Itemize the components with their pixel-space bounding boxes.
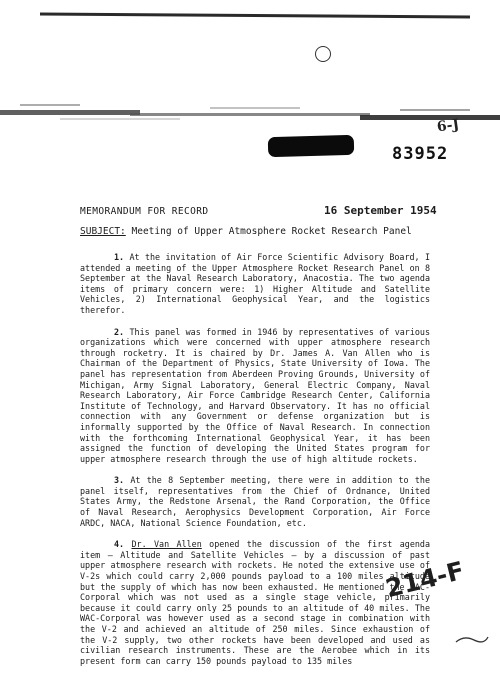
redaction-block xyxy=(268,135,354,157)
paragraph-number: 2. xyxy=(114,326,125,337)
corner-scan-mark xyxy=(454,634,490,644)
paragraph-text: At the invitation of Air Force Scientific Advisory Board, I attended a meeting of the Upper Atmosphere Rocket Research Panel on 8 September at the Naval Research Laboratory, Anacostia. The two agenda items of primary concern were: 1) Higher Altitude and Satellite Vehicles, 2) International Geophysical Year, and the logistics therefor. xyxy=(80,252,430,315)
paragraph-text: This panel was formed in 1946 by representatives of various organizations which were concerned with upper atmosphere research through rocketry. It is chaired by Dr. James A. Van Allen who is Chairman of the Department of Physics, State University of Iowa. The panel has representation from Aberdeen Proving Grounds, University of Michigan, Army Signal Laboratory, General Electric Company, Naval Research Laboratory, Air Force Cambridge Research Center, California Institute of Technology, and Harvard Observatory. It has no official connection with any Government or defense organization but is informally supported by the Office of Naval Research. In connection with the forthcoming International Geophysical Year, it has been assigned the function of developing the United States program for upper atmosphere research through the use of high altitude rockets. xyxy=(80,326,430,464)
memo-title: MEMORANDUM FOR RECORD xyxy=(80,206,209,217)
memo-date: 16 September 1954 xyxy=(324,204,437,217)
paragraph-4 xyxy=(80,539,430,666)
paragraph-3 xyxy=(80,475,430,528)
scan-top-edge xyxy=(40,12,470,18)
punch-hole-icon xyxy=(315,46,331,62)
paragraph-1 xyxy=(80,252,430,316)
paragraph-number: 3. xyxy=(114,475,125,486)
paragraph-number: 1. xyxy=(114,252,125,262)
paragraph-2 xyxy=(80,327,430,465)
handwritten-top-mark: 6-J xyxy=(435,116,461,136)
memo-body xyxy=(80,252,430,677)
paragraph-lead: Dr. Van Allen xyxy=(131,539,202,550)
scan-noise-band xyxy=(0,96,500,128)
handwritten-margin-mark: 214-F xyxy=(382,555,467,604)
document-number: 83952 xyxy=(392,144,449,164)
subject-label: SUBJECT: xyxy=(80,226,126,237)
paragraph-text: opened the discussion of the first agenda item — Altitude and Satellite Vehicles — by a discussion of past upper atmosphere research with rockets. He noted the extensive use of V-2s which could carry 2,000 pounds payload to a 100 miles altitude but the supply of which has now been exhausted. He mentioned the WAC-Corporal which was not used as a single stage vehicle, primarily because it could carry only 25 pounds to an altitude of 40 miles. The WAC-Corporal was however used as a second stage in combination with the V-2 and achieved an altitude of 250 miles. Since exhaustion of the V-2 supply, two other rockets have been developed and used as civilian research instruments. These are the Aerobee which in its present form can carry 150 pounds payload to 135 miles xyxy=(80,539,430,666)
subject-text: Meeting of Upper Atmosphere Rocket Research Panel xyxy=(131,226,412,237)
subject-line xyxy=(80,226,412,237)
paragraph-text: At the 8 September meeting, there were in addition to the panel itself, representatives from the Chief of Ordnance, United States Army, the Redstone Arsenal, the Rand Corporation, the Office of Naval Research, Aerophysics Development Corporation, Air Force ARDC, NACA, National Science Foundation, etc. xyxy=(80,475,430,528)
paragraph-number: 4. xyxy=(114,539,125,550)
